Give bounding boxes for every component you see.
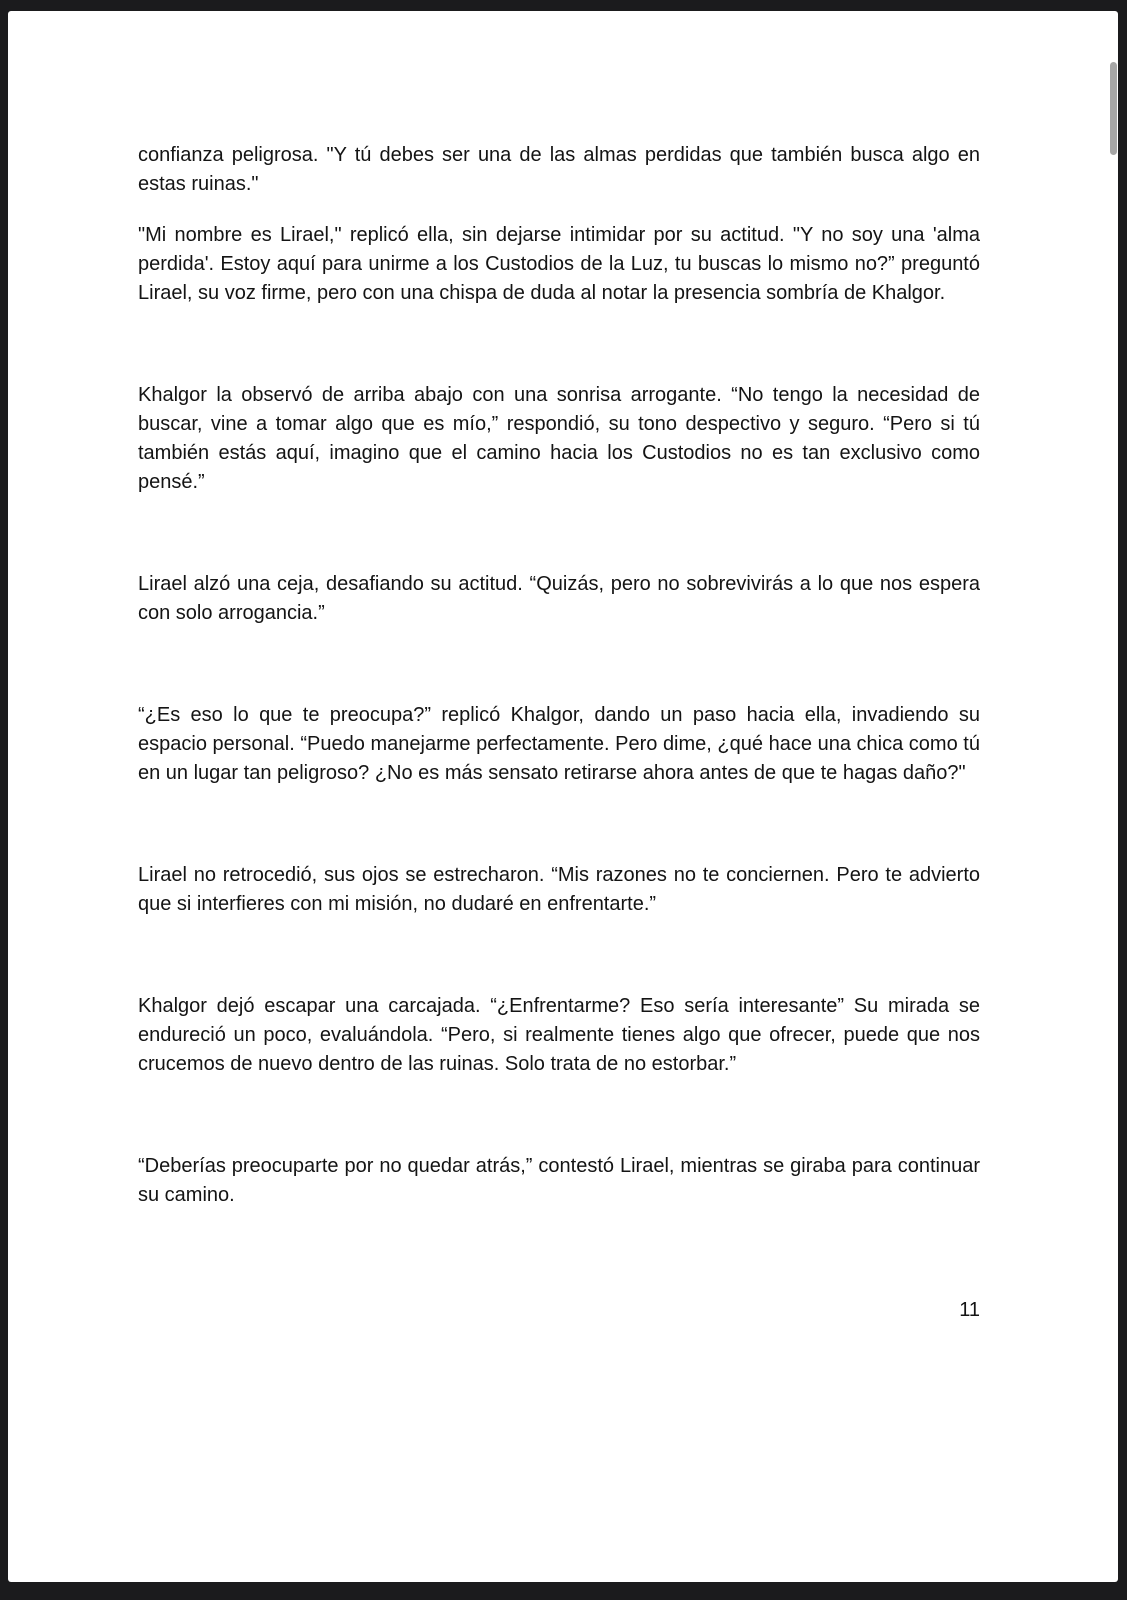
paragraph: Khalgor la observó de arriba abajo con una sonrisa arrogante. “No tengo la necesidad de buscar, vine a tomar algo que es mío,” respondió, su tono despectivo y seguro. “Pero si tú también estás aquí, imagino que el camino hacia los Custodios no es tan exclusivo como pensé.”: [138, 384, 980, 493]
scrollbar-thumb[interactable]: [1110, 62, 1117, 155]
paragraph: confianza peligrosa. "Y tú debes ser una de las almas perdidas que también busca algo en estas ruinas.": [138, 144, 980, 195]
paragraph: Khalgor dejó escapar una carcajada. “¿Enfrentarme? Eso sería interesante” Su mirada se endureció un poco, evaluándola. “Pero, si realmente tienes algo que ofrecer, puede que nos crucemos de nuevo dentro de las ruinas. Solo trata de no estorbar.”: [138, 995, 980, 1075]
page-number: 11: [959, 1299, 980, 1321]
paragraph: "Mi nombre es Lirael," replicó ella, sin dejarse intimidar por su actitud. "Y no soy una 'alma perdida'. Estoy aquí para unirme a los Custodios de la Luz, tu buscas lo mismo no?” preguntó Lirael, su voz firme, pero con una chispa de duda al notar la presencia sombría de Khalgor.: [138, 224, 980, 304]
document-content: [8, 11, 1118, 1582]
paragraph: “Deberías preocuparte por no quedar atrás,” contestó Lirael, mientras se giraba para continuar su camino.: [138, 1155, 980, 1206]
paragraph: “¿Es eso lo que te preocupa?” replicó Khalgor, dando un paso hacia ella, invadiendo su espacio personal. “Puedo manejarme perfectamente. Pero dime, ¿qué hace una chica como tú en un lugar tan peligroso? ¿No es más sensato retirarse ahora antes de que te hagas daño?": [138, 704, 980, 784]
paragraph: Lirael alzó una ceja, desafiando su actitud. “Quizás, pero no sobrevivirás a lo que nos espera con solo arrogancia.”: [138, 573, 980, 624]
paragraph: Lirael no retrocedió, sus ojos se estrecharon. “Mis razones no te conciernen. Pero te advierto que si interfieres con mi misión, no dudaré en enfrentarte.”: [138, 864, 980, 915]
document-page: [8, 11, 1118, 1582]
